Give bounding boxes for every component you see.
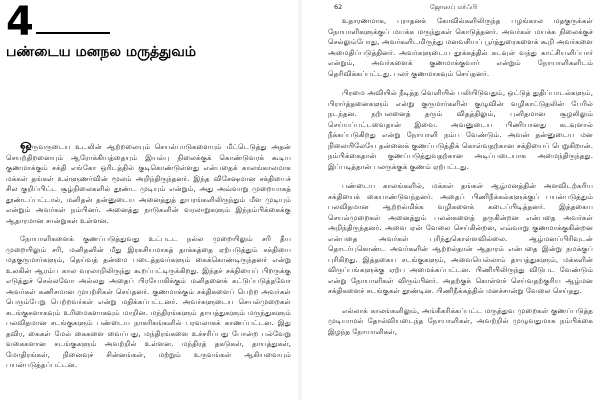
paragraph: பண்டைய காலங்களில், மக்கள் தங்கள் ஆழ்மனத்தின் அளவிடற்கரிய சக்தியைக் கையாண்டுவந்தனர். அதைப் பிணிநீக்கல்களுக்குப் பயன்படுத்தும் பலவிதமான ஆற்றல்மிக்க வழிகளைக் கடைப்பிடித்தனர். இத்தகைய செயல்முறைகள் அனைத்தும் பலன்களைத் தருகின்றன என்பதை அவர்கள் அறிந்திருந்தனர். அவை ஏன் வேலை செய்கின்றன, எவ்வாறு குணமாக்குகின்றன என்பதை அவர்கள் புரிந்துகொள்ளவில்லை. ஆழ்மனப்பிரிவுடன் தொடர்புகொண்ட அவர்களின் ஆற்றல்தான் ஆதாரம் என்பதை இன்று நமக்குப் புரிகிறது. இத்தகைய சடங்குகளும், அவையெல்லாம் தாயத்துகளும், மக்களின் விருப்பங்களுக்கு ஏற்ப அமைக்கப்பட்டன. பிணியிலிருந்து விடுபட வேண்டும் என்று நோயாளிகள் விரும்பினர். அதற்குக் கொள்ளச் செய்வதற்குரிய ஆழ்மன சக்திகளைச் சடங்குகள் தூண்டின. பிணிநீக்கத்தில் மனச்சான்று வேலை செய்தது.: [328, 181, 593, 295]
paragraph: நோயாளிகளைக் குணப்படுத்துவது உட்படட நல்ல முறையிலும் சரி தீய முறையிலும் சரி, மனிதனின் மீது இரகசியமாகத் தாக்கத்தை ஏற்படுத்தும் சக்தியை மதகுருமார்களும், தெய்வத் தன்மை படைத்தவர்களும் கைக்கொண்டிருந்தனர் என்று உலகின் ஆரம்ப கால வரலாறிலிருந்து கூறப்பட்டிருக்கிறது. இந்தச் சக்தியைப் பிறருக்கு எடுத்துச் செல்லவோ அல்லது அதைப் பிரயோகிக்கும் மனிதனைக் கட்டுப்படுத்தவோ அவர்கள் கணிசமான முயற்சிகள் செய்தனர். குணமாக்கும் சக்திகளைப் பெற்ற அவர்கள் பெரும்பேறு பெற்றவர்கள் என்று மதிக்கப்பட்டனர். அவர்களுடைய செயல்முறைகள் சடங்குகளாகவும் உரிமைகளாகவும் மாறின. மந்திரங்களும் தாயத்துகளும் மருந்துகளும் பலவிதமான சடங்குகளும் பண்டைய நாகரிகங்களில் பரவலாகக் காணப்பட்டன. இது தவிர, கைகள் மேல் கைகளை வைப்பது, மந்திரங்களை உச்சரிப்பது போன்ற பல்வேறு வகைகளான சடங்குகளும் அவற்றில் உள்ளன. மந்திரத் தகடுகள், தாயத்துகள், மோதிரங்கள், நினைவுச் சின்னங்கள், மற்றும் உருவங்கள் ஆகியவையும் பயன்படுத்தப்பட்டன.: [6, 234, 291, 369]
chapter-title: பண்டைய மனநல மருத்துவம்: [6, 44, 196, 60]
running-head: ஜோஸப் மர்ஃபி: [430, 3, 477, 11]
right-page: [300, 0, 600, 400]
paragraph: எல்லாக் காலங்களிலும், அங்கீகரிக்கப்பட்ட மருத்துவ முறைகள் குணப்படுத்த முடியாமல் தோல்வியடைந்த நோயாளிகள், அவற்றில் முழுவதுமாக நம்பிக்கை இழந்த நோயாளிகள்,: [328, 305, 593, 336]
chapter-number: 4: [6, 0, 34, 45]
paragraph: உதாரணமாக, புராதனக் கோவில்களிலிருந்த பழங்கால மதகுருக்கள் நோயாளிகளுக்குப் மயக்க மருந்துகள் கொடுத்தனர். அவர்கள் மயக்க நிலைக்குச் செல்லும்போது, அவர்களிடமிருந்து மனவசியப் பூர்த்துரைகளைக் கூறி அவர்களை அமைதிப்படுத்தினர். அவர்களுடைய தூக்கத்தில் கடவுள் வந்து காட்சியளிப்பார் என்றும், அவர்களைக் குணமாக்குவார் என்றும் நோயாளிகளிடம் தெரிவிக்கப்பட்டது. பலர் குணமாகவும் செய்தனர்.: [328, 16, 593, 78]
left-page-body: [6, 137, 291, 379]
right-page-body: [328, 16, 593, 346]
paragraph: பிரமை அவியில் நீடித்த வெளியில் பலியிடுவதும், ஒட்டுத் துதிப்பாடல்களும், பிரார்த்தனைகளும் என்று குருமார்களின் குழுவின் வழிகாட்டுதலின் பேரில் நடந்தன. நற்பலனைத் தரும் விதத்திலும், புனிதமான சூழலிலும் செய்யப்பட்டவைதான் இவை. அவனுடைய பிணியானது கடவுளால் நீக்கப்படுகிறது என்று நோயாளி நம்ப வேண்டும். அவன் தன்னுடைய மன நிலையிலேயே தன்னைக் குணப்படுத்திக் கொள்வதற்கான சக்தியைப் பெறுகிறான். நம்பிக்கைதான் குணப்படுத்துவதற்கான அடிப்படையாக அமைந்திருந்தது. இப்படித்தான் பலருக்குக் குணம் ஏற்பட்டது.: [328, 88, 593, 171]
page-number: 62: [334, 3, 343, 11]
chapter-rule: [36, 32, 110, 34]
paragraph: ஒருவருடைய உடலின் ஆற்றலையும் செயல்பாடுகளையும் மீட்டெடுத்து அதன் செயற்திறனையும் ஆரோக்கியத்தையும் இயல்பு நிலைக்குக் கொண்டுவரக் கூடிய குணமாக்கும் சக்தி எங்கோ ஒரிடத்தில் குடிகொண்டுள்ளது என்பதைக் காலங்காலமாக மக்கள் தங்கள் உள்ளுணர்வின் மூலம் அறிந்திருந்தனர். இந்த விசேஷமான சக்தியைச் சில குறிப்பிட்ட சூழ்நிலைகளில் தூண்ட முடியும் என்றும், அது அவ்வாறு முறையாகத் தூண்டப்பட்டால், மனிதன் தன்னுடைய அனைத்துத் துயரங்களிலிருந்தும் மீள முடியும் என்றும் அவர்கள் நம்பினர். அனைத்து நாடுகளின் வரலாறுகளும் இந்நம்பிக்கைக்கு ஆதாரமான சான்றுகள் உள்ளன.: [6, 137, 291, 225]
